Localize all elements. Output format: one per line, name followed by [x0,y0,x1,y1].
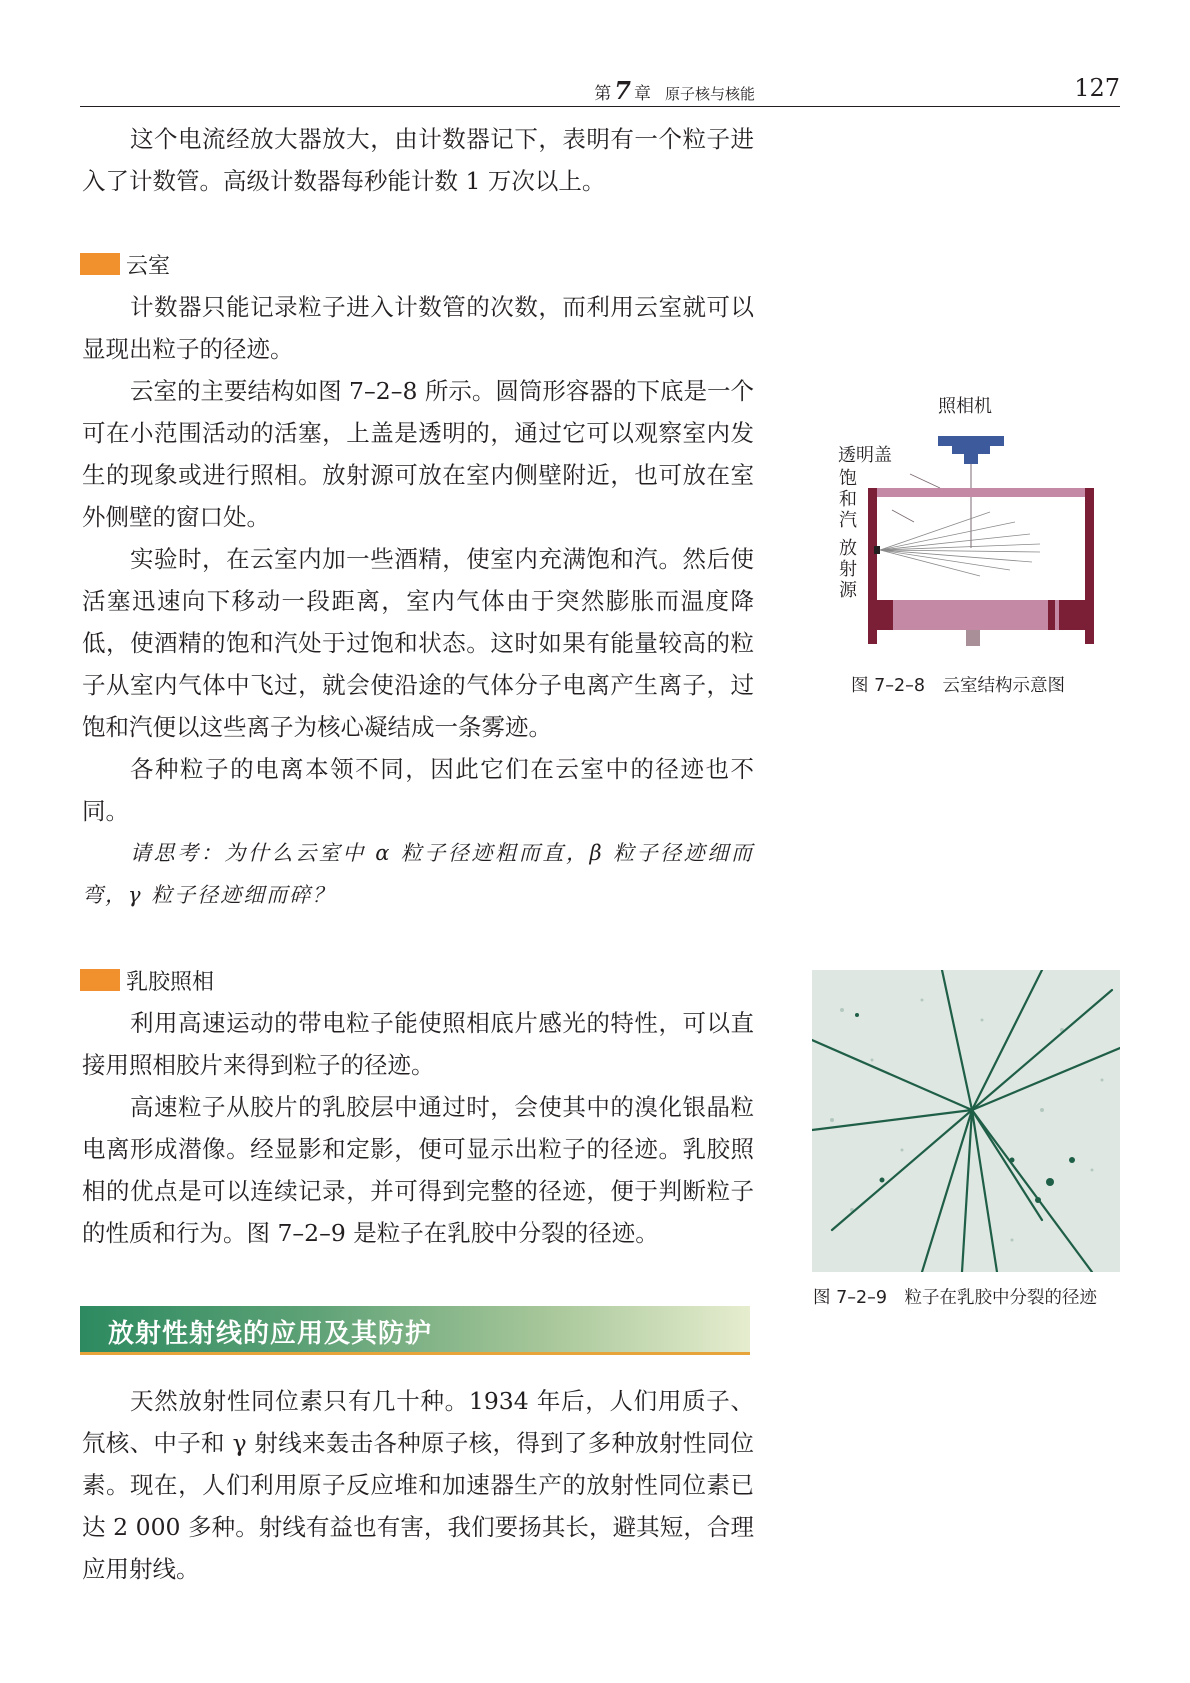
chamber-right-wall [1085,488,1094,644]
label-radiation-source: 放 射 源 [839,538,857,601]
chapter-number: 7 [614,76,631,105]
piston-seal-left [877,600,893,630]
cloud-paragraph-4: 各种粒子的电离本领不同，因此它们在云室中的径迹也不同。 [82,755,754,825]
figure-caption-7-2-8: 图 7–2–8 云室结构示意图 [851,676,1065,696]
label-saturated-vapor: 饱 和 汽 [839,468,857,531]
chapter-suffix: 章 [633,84,651,104]
camera-body [938,436,1004,446]
label-camera: 照相机 [938,396,992,417]
vapor-leader [892,510,914,522]
particle-tracks [880,512,1040,576]
transparent-lid [868,488,1094,497]
section-title: 云室 [126,253,171,279]
camera-mount [952,446,990,454]
lid-leader [910,474,940,488]
piston-seal-mid [1048,600,1055,630]
radiation-source [874,546,880,554]
section-marker [80,253,120,275]
chamber-left-wall [868,488,877,644]
section-heading-emulsion [80,966,214,994]
section-banner-underline [80,1352,750,1355]
emulsion-track-photo [812,970,1120,1272]
section-heading-cloud-chamber [80,250,170,278]
chapter-header [0,76,755,105]
section-title: 乳胶照相 [126,969,215,995]
emulsion-paragraph-2: 高速粒子从胶片的乳胶层中通过时，会使其中的溴化银晶粒电离形成潜像。经显影和定影，便可显示出粒子的径迹。乳胶照相的优点是可以连续记录，并可得到完整的径迹，便于判断粒子的性质和行为。图 7–2–9 是粒子在乳胶中分裂的径迹。 [82,1093,754,1247]
cloud-paragraph-2: 云室的主要结构如图 7–2–8 所示。圆筒形容器的下底是一个可在小范围活动的活塞，上盖是透明的，通过它可以观察室内发生的现象或进行照相。放射源可放在室内侧壁附近，也可放在室外侧壁的窗口处。 [82,377,754,531]
piston-rod [966,630,980,646]
think-question: 请思考：为什么云室中 α 粒子径迹粗而直，β 粒子径迹细而弯，γ 粒子径迹细而碎？ [82,841,754,907]
section-marker [80,969,120,991]
cloud-paragraph-1: 计数器只能记录粒子进入计数管的次数，而利用云室就可以显现出粒子的径迹。 [82,293,754,363]
camera-lens [964,454,978,464]
figure-caption-7-2-9: 图 7–2–9 粒子在乳胶中分裂的径迹 [813,1288,1097,1308]
applications-paragraph-1: 天然放射性同位素只有几十种。1934 年后，人们用质子、氘核、中子和 γ 射线来轰击各种原子核，得到了多种放射性同位素。现在，人们利用原子反应堆和加速器生产的放射性同位素已达 2 000 多种。射线有益也有害，我们要扬其长，避其短，合理应用射线。 [82,1387,754,1583]
intro-paragraph: 这个电流经放大器放大，由计数器记下，表明有一个粒子进入了计数管。高级计数器每秒能计数 1 万次以上。 [82,125,754,195]
page-number: 127 [1074,74,1120,102]
section-banner-title: 放射性射线的应用及其防护 [108,1319,433,1349]
header-rule [80,106,1120,107]
label-transparent-lid: 透明盖 [838,445,892,466]
chapter-title: 原子核与核能 [664,85,755,103]
cloud-paragraph-3: 实验时，在云室内加一些酒精，使室内充满饱和汽。然后使活塞迅速向下移动一段距离，室内气体由于突然膨胀而温度降低，使酒精的饱和汽处于过饱和状态。这时如果有能量较高的粒子从室内气体中飞过，就会使沿途的气体分子电离产生离子，过饱和汽便以这些离子为核心凝结成一条雾迹。 [82,545,754,741]
chapter-prefix: 第 [594,84,612,104]
piston-seal-right [1059,600,1085,630]
emulsion-paragraph-1: 利用高速运动的带电粒子能使照相底片感光的特性，可以直接用照相胶片来得到粒子的径迹。 [82,1009,754,1079]
